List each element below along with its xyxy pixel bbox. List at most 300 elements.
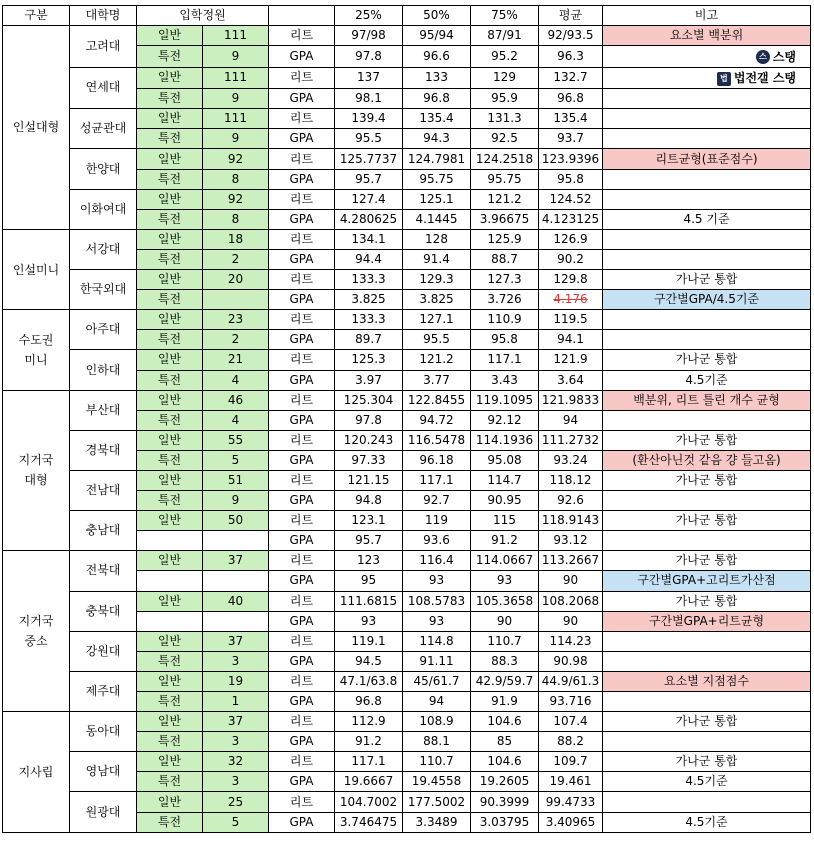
avg-value: 90 — [562, 573, 579, 588]
avg-cell — [539, 772, 603, 792]
note-cell: 백분위, 리트 틀린 개수 균형 — [603, 390, 811, 410]
p25-cell: 19.6667 — [335, 772, 403, 792]
p50-cell: 3.3489 — [403, 812, 471, 832]
p25-cell: 133.3 — [335, 310, 403, 330]
p50-cell: 93 — [403, 571, 471, 591]
note-cell: 4.5기준 — [603, 772, 811, 792]
metric-cell: GPA — [269, 89, 335, 109]
metric-cell: GPA — [269, 209, 335, 229]
table-row — [3, 189, 811, 209]
p50-cell: 177.5002 — [403, 792, 471, 812]
avg-cell — [539, 611, 603, 631]
university-cell: 전북대 — [70, 551, 137, 591]
quota-cell: 92 — [203, 149, 269, 169]
note-cell — [603, 89, 811, 109]
table-row — [3, 390, 811, 410]
note-cell: 리트균형(표준점수) — [603, 149, 811, 169]
p75-cell: 87/91 — [471, 26, 539, 46]
note-cell — [603, 732, 811, 752]
avg-value: 121.9 — [553, 352, 588, 367]
avg-value: 90.2 — [557, 251, 584, 266]
p75-cell: 131.3 — [471, 109, 539, 129]
avg-cell — [539, 792, 603, 812]
university-cell: 이화여대 — [70, 189, 137, 229]
admission-type: 일반 — [137, 310, 203, 330]
category-cell — [3, 390, 70, 551]
metric-cell: 리트 — [269, 631, 335, 651]
header-p25: 25% — [335, 6, 403, 26]
p75-cell: 95.8 — [471, 330, 539, 350]
note-cell — [603, 129, 811, 149]
p75-cell: 91.9 — [471, 692, 539, 712]
avg-value: 3.64 — [557, 372, 584, 387]
p50-cell: 116.5478 — [403, 430, 471, 450]
note-cell — [603, 631, 811, 651]
header-row — [3, 6, 811, 26]
university-cell: 연세대 — [70, 67, 137, 109]
avg-cell — [539, 491, 603, 511]
p25-cell: 125.304 — [335, 390, 403, 410]
quota-cell: 46 — [203, 390, 269, 410]
avg-cell — [539, 812, 603, 832]
metric-cell: GPA — [269, 330, 335, 350]
admission-type: 특전 — [137, 450, 203, 470]
p25-cell: 95 — [335, 571, 403, 591]
table-row — [3, 310, 811, 330]
p75-cell: 104.6 — [471, 752, 539, 772]
metric-cell: 리트 — [269, 229, 335, 249]
avg-cell — [539, 209, 603, 229]
header-p50: 50% — [403, 6, 471, 26]
p75-cell: 95.08 — [471, 450, 539, 470]
lawgal-logo — [717, 69, 810, 88]
note-cell: 가나군 통합 — [603, 430, 811, 450]
admission-type: 일반 — [137, 551, 203, 571]
note-cell — [603, 491, 811, 511]
category-cell — [3, 712, 70, 833]
p25-cell: 95.5 — [335, 129, 403, 149]
p75-cell: 124.2518 — [471, 149, 539, 169]
p75-cell: 19.2605 — [471, 772, 539, 792]
quota-cell: 23 — [203, 310, 269, 330]
p50-cell: 93 — [403, 611, 471, 631]
university-cell: 경북대 — [70, 430, 137, 470]
quota-cell — [203, 571, 269, 591]
quota-cell: 3 — [203, 732, 269, 752]
admission-type — [137, 571, 203, 591]
metric-cell: GPA — [269, 772, 335, 792]
admission-type: 일반 — [137, 350, 203, 370]
metric-cell: 리트 — [269, 189, 335, 209]
admission-type: 일반 — [137, 470, 203, 490]
avg-value: 44.9/61.3 — [541, 673, 600, 688]
university-cell: 전남대 — [70, 470, 137, 510]
admission-type: 일반 — [137, 430, 203, 450]
quota-cell: 9 — [203, 89, 269, 109]
avg-cell — [539, 189, 603, 209]
p25-cell: 96.8 — [335, 692, 403, 712]
admission-type — [137, 531, 203, 551]
p75-cell: 3.726 — [471, 290, 539, 310]
note-cell — [603, 330, 811, 350]
quota-cell — [203, 531, 269, 551]
avg-value: 93.12 — [553, 533, 588, 548]
note-cell — [603, 46, 811, 68]
p25-cell: 139.4 — [335, 109, 403, 129]
admission-type: 일반 — [137, 671, 203, 691]
avg-cell — [539, 551, 603, 571]
p25-cell: 125.3 — [335, 350, 403, 370]
avg-cell — [539, 712, 603, 732]
quota-cell: 37 — [203, 712, 269, 732]
metric-cell: 리트 — [269, 26, 335, 46]
avg-value: 90.98 — [553, 653, 588, 668]
category-cell — [3, 551, 70, 712]
university-cell: 한양대 — [70, 149, 137, 189]
p25-cell: 94.4 — [335, 249, 403, 269]
admission-type: 특전 — [137, 692, 203, 712]
note-cell — [603, 169, 811, 189]
avg-value: 94.1 — [557, 332, 584, 347]
admission-type: 일반 — [137, 591, 203, 611]
avg-cell — [539, 350, 603, 370]
admission-type: 일반 — [137, 631, 203, 651]
p50-cell: 3.825 — [403, 290, 471, 310]
avg-value: 88.2 — [557, 734, 584, 749]
quota-cell: 51 — [203, 470, 269, 490]
metric-cell: GPA — [269, 692, 335, 712]
p50-cell: 117.1 — [403, 470, 471, 490]
note-cell: 4.5기준 — [603, 370, 811, 390]
metric-cell: 리트 — [269, 511, 335, 531]
note-cell: 4.5 기준 — [603, 209, 811, 229]
header-avg: 평균 — [539, 6, 603, 26]
p75-cell: 129 — [471, 67, 539, 89]
metric-cell: 리트 — [269, 712, 335, 732]
admission-type: 특전 — [137, 330, 203, 350]
quota-cell: 111 — [203, 67, 269, 89]
avg-cell — [539, 732, 603, 752]
p25-cell: 95.7 — [335, 531, 403, 551]
avg-cell — [539, 591, 603, 611]
avg-value: 109.7 — [553, 754, 588, 769]
admission-type: 일반 — [137, 752, 203, 772]
table-row — [3, 430, 811, 450]
p75-cell: 115 — [471, 511, 539, 531]
p25-cell: 134.1 — [335, 229, 403, 249]
p50-cell: 119 — [403, 511, 471, 531]
quota-cell: 40 — [203, 591, 269, 611]
p75-cell: 110.7 — [471, 631, 539, 651]
avg-cell — [539, 290, 603, 310]
admission-type: 일반 — [137, 270, 203, 290]
p75-cell: 95.9 — [471, 89, 539, 109]
avg-cell — [539, 430, 603, 450]
header-note: 비고 — [603, 6, 811, 26]
quota-cell: 37 — [203, 631, 269, 651]
metric-cell: GPA — [269, 129, 335, 149]
metric-cell: GPA — [269, 611, 335, 631]
table-row — [3, 712, 811, 732]
note-cell: 가나군 통합 — [603, 591, 811, 611]
category-cell — [3, 229, 70, 309]
avg-value: 93.716 — [549, 694, 592, 709]
admission-type: 특전 — [137, 651, 203, 671]
avg-value: 126.9 — [553, 231, 588, 246]
quota-cell: 2 — [203, 249, 269, 269]
admission-type: 특전 — [137, 772, 203, 792]
metric-cell: GPA — [269, 651, 335, 671]
avg-value: 111.2732 — [541, 432, 600, 447]
header-p75: 75% — [471, 6, 539, 26]
metric-cell: 리트 — [269, 67, 335, 89]
metric-cell: 리트 — [269, 270, 335, 290]
metric-cell: GPA — [269, 491, 335, 511]
p50-cell: 108.5783 — [403, 591, 471, 611]
avg-value: 119.5 — [553, 312, 588, 327]
avg-cell — [539, 249, 603, 269]
avg-value: 135.4 — [553, 111, 588, 126]
table-row — [3, 109, 811, 129]
avg-cell — [539, 46, 603, 68]
table-row — [3, 149, 811, 169]
avg-value: 108.2068 — [541, 593, 600, 608]
category-cell — [3, 26, 70, 230]
p75-cell: 114.1936 — [471, 430, 539, 450]
university-cell: 한국외대 — [70, 270, 137, 310]
quota-cell: 2 — [203, 330, 269, 350]
metric-cell: 리트 — [269, 430, 335, 450]
p50-cell: 125.1 — [403, 189, 471, 209]
p75-cell: 3.03795 — [471, 812, 539, 832]
avg-cell — [539, 26, 603, 46]
p50-cell: 94 — [403, 692, 471, 712]
table-row — [3, 671, 811, 691]
avg-cell — [539, 390, 603, 410]
metric-cell: 리트 — [269, 792, 335, 812]
table-row — [3, 470, 811, 490]
avg-cell — [539, 631, 603, 651]
university-cell: 강원대 — [70, 631, 137, 671]
quota-cell: 5 — [203, 812, 269, 832]
admission-type: 특전 — [137, 169, 203, 189]
note-cell: 가나군 통합 — [603, 470, 811, 490]
avg-cell — [539, 531, 603, 551]
quota-cell: 8 — [203, 209, 269, 229]
quota-cell: 3 — [203, 772, 269, 792]
p50-cell: 129.3 — [403, 270, 471, 290]
p75-cell: 91.2 — [471, 531, 539, 551]
note-cell — [603, 109, 811, 129]
p75-cell: 90.3999 — [471, 792, 539, 812]
note-cell: 4.5기준 — [603, 812, 811, 832]
university-cell: 성균관대 — [70, 109, 137, 149]
metric-cell: GPA — [269, 290, 335, 310]
avg-value: 92/93.5 — [547, 28, 594, 43]
admission-type: 특전 — [137, 290, 203, 310]
university-cell: 원광대 — [70, 792, 137, 832]
p25-cell: 89.7 — [335, 330, 403, 350]
p75-cell: 104.6 — [471, 712, 539, 732]
p50-cell: 92.7 — [403, 491, 471, 511]
table-row — [3, 792, 811, 812]
quota-cell: 37 — [203, 551, 269, 571]
steng-logo-text: 스탱 — [772, 49, 796, 64]
admission-type: 일반 — [137, 712, 203, 732]
admission-type: 일반 — [137, 511, 203, 531]
admission-type — [137, 611, 203, 631]
p25-cell: 123 — [335, 551, 403, 571]
note-cell — [603, 531, 811, 551]
university-cell: 아주대 — [70, 310, 137, 350]
avg-cell — [539, 129, 603, 149]
quota-cell: 19 — [203, 671, 269, 691]
avg-value: 3.40965 — [545, 814, 596, 829]
metric-cell: 리트 — [269, 310, 335, 330]
table-row — [3, 67, 811, 89]
avg-cell — [539, 169, 603, 189]
university-cell: 부산대 — [70, 390, 137, 430]
p25-cell: 123.1 — [335, 511, 403, 531]
avg-cell — [539, 511, 603, 531]
avg-cell — [539, 651, 603, 671]
quota-cell: 4 — [203, 370, 269, 390]
p50-cell: 114.8 — [403, 631, 471, 651]
p50-cell: 121.2 — [403, 350, 471, 370]
quota-cell: 111 — [203, 109, 269, 129]
p25-cell: 4.280625 — [335, 209, 403, 229]
metric-cell: GPA — [269, 249, 335, 269]
admission-type: 일반 — [137, 189, 203, 209]
note-cell: 가나군 통합 — [603, 752, 811, 772]
avg-value: 118.12 — [549, 473, 592, 488]
note-cell — [603, 229, 811, 249]
p50-cell: 116.4 — [403, 551, 471, 571]
avg-value: 96.8 — [557, 91, 584, 106]
admission-type: 일반 — [137, 26, 203, 46]
p50-cell: 91.4 — [403, 249, 471, 269]
metric-cell: GPA — [269, 46, 335, 68]
avg-cell — [539, 370, 603, 390]
table-row — [3, 631, 811, 651]
note-cell: 가나군 통합 — [603, 270, 811, 290]
p50-cell: 96.18 — [403, 450, 471, 470]
admission-type: 일반 — [137, 390, 203, 410]
avg-value: 107.4 — [553, 714, 588, 729]
note-cell: 가나군 통합 — [603, 511, 811, 531]
p25-cell: 112.9 — [335, 712, 403, 732]
avg-value: 114.23 — [549, 633, 592, 648]
p75-cell: 92.12 — [471, 410, 539, 430]
table-row — [3, 551, 811, 571]
p75-cell: 85 — [471, 732, 539, 752]
avg-value: 123.9396 — [541, 151, 600, 166]
note-cell — [603, 189, 811, 209]
table-row — [3, 229, 811, 249]
p75-cell: 114.7 — [471, 470, 539, 490]
quota-cell: 9 — [203, 491, 269, 511]
quota-cell: 18 — [203, 229, 269, 249]
p50-cell: 108.9 — [403, 712, 471, 732]
admission-type: 특전 — [137, 46, 203, 68]
p50-cell: 3.77 — [403, 370, 471, 390]
category-label: 지거국 대형 — [18, 453, 54, 488]
metric-cell: GPA — [269, 571, 335, 591]
quota-cell: 32 — [203, 752, 269, 772]
avg-value-struck: 4.176 — [553, 292, 588, 307]
quota-cell: 3 — [203, 651, 269, 671]
note-cell — [603, 651, 811, 671]
note-cell: 요소별 지점점수 — [603, 671, 811, 691]
admission-type: 일반 — [137, 67, 203, 89]
p50-cell: 127.1 — [403, 310, 471, 330]
avg-value: 93.24 — [553, 452, 588, 467]
metric-cell: 리트 — [269, 350, 335, 370]
avg-cell — [539, 692, 603, 712]
avg-value: 121.9833 — [541, 392, 600, 407]
p25-cell: 97/98 — [335, 26, 403, 46]
p50-cell: 93.6 — [403, 531, 471, 551]
metric-cell: GPA — [269, 812, 335, 832]
steng-logo — [756, 48, 810, 67]
steng-icon: 스 — [756, 50, 770, 64]
avg-cell — [539, 330, 603, 350]
avg-cell — [539, 450, 603, 470]
note-cell: 구간별GPA/4.5기준 — [603, 290, 811, 310]
header-category: 구분 — [3, 6, 70, 26]
p25-cell: 127.4 — [335, 189, 403, 209]
p50-cell: 135.4 — [403, 109, 471, 129]
quota-cell — [203, 290, 269, 310]
p25-cell: 98.1 — [335, 89, 403, 109]
p50-cell: 19.4558 — [403, 772, 471, 792]
p75-cell: 3.96675 — [471, 209, 539, 229]
university-cell: 서강대 — [70, 229, 137, 269]
p50-cell: 94.3 — [403, 129, 471, 149]
quota-cell: 9 — [203, 129, 269, 149]
quota-cell: 20 — [203, 270, 269, 290]
table-row — [3, 591, 811, 611]
university-cell: 충남대 — [70, 511, 137, 551]
p25-cell: 117.1 — [335, 752, 403, 772]
avg-value: 4.123125 — [541, 211, 600, 226]
p75-cell: 42.9/59.7 — [471, 671, 539, 691]
admission-type: 특전 — [137, 410, 203, 430]
table-row — [3, 26, 811, 46]
p50-cell: 110.7 — [403, 752, 471, 772]
avg-value: 124.52 — [549, 191, 592, 206]
avg-cell — [539, 229, 603, 249]
note-cell — [603, 692, 811, 712]
admission-type: 특전 — [137, 129, 203, 149]
avg-cell — [539, 270, 603, 290]
note-cell: 구간별GPA+고리트가산점 — [603, 571, 811, 591]
table-row — [3, 350, 811, 370]
p25-cell: 104.7002 — [335, 792, 403, 812]
admission-type: 특전 — [137, 249, 203, 269]
avg-value: 96.3 — [557, 48, 584, 63]
university-cell: 제주대 — [70, 671, 137, 711]
p50-cell: 91.11 — [403, 651, 471, 671]
p50-cell: 133 — [403, 67, 471, 89]
p50-cell: 94.72 — [403, 410, 471, 430]
admission-type: 특전 — [137, 812, 203, 832]
metric-cell: 리트 — [269, 551, 335, 571]
note-cell: 가나군 통합 — [603, 551, 811, 571]
admission-type: 특전 — [137, 732, 203, 752]
p75-cell: 88.7 — [471, 249, 539, 269]
p25-cell: 137 — [335, 67, 403, 89]
